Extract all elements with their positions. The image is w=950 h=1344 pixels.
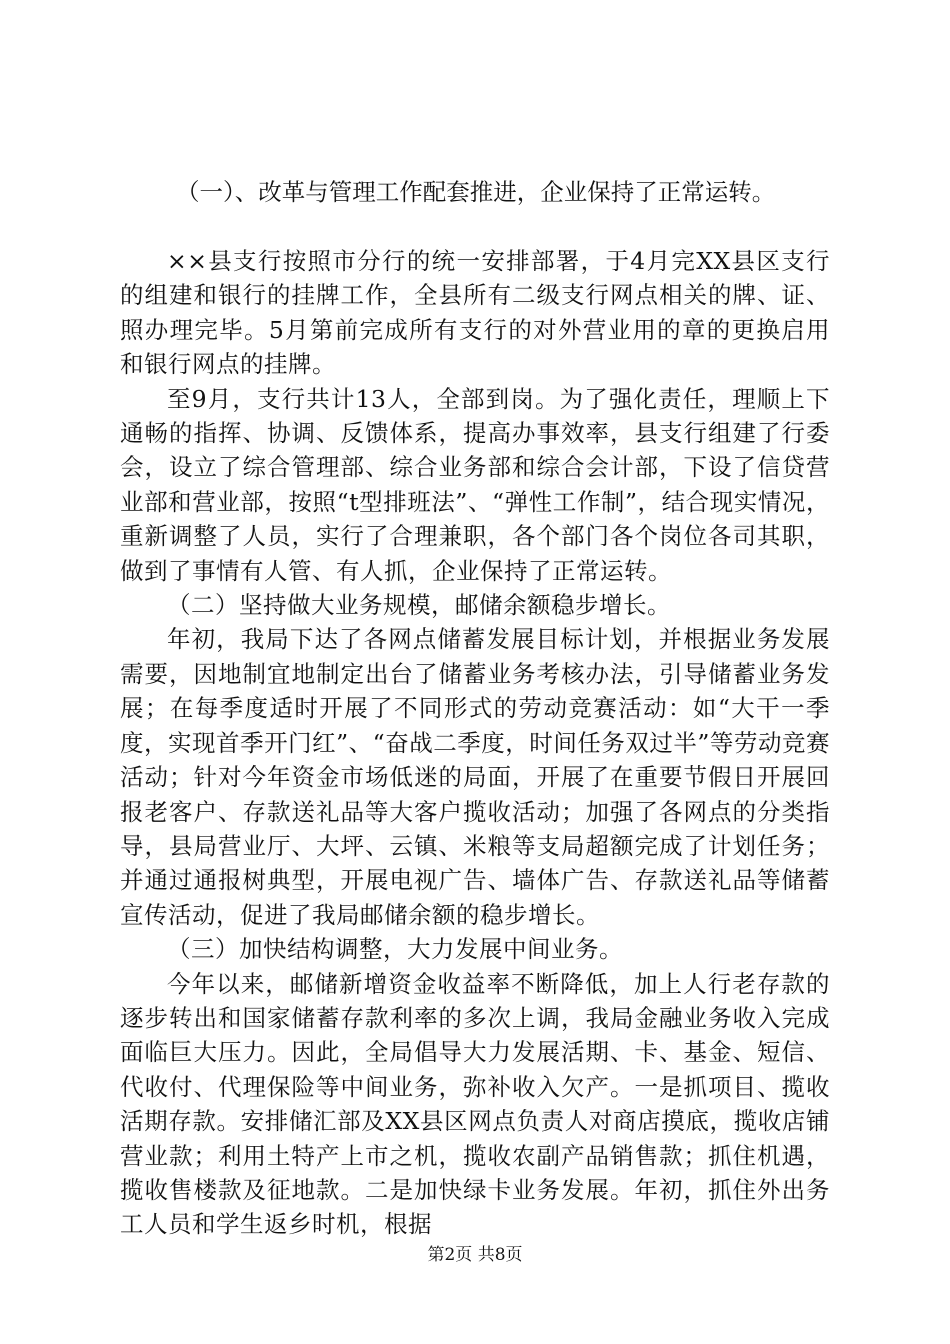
paragraph: 今年以来，邮储新增资金收益率不断降低，加上人行老存款的逐步转出和国家储蓄存款利率的多次上调，我局金融业务收入完成面临巨大压力。因此，全局倡导大力发展活期、卡、基金、短信、代收付、代理保险等中间业务，弥补收入欠产。一是抓项目、揽收活期存款。安排储汇部及XX县区网点负责人对商店摸底，揽收店铺营业款；利用土特产上市之机，揽收农副产品销售款；抓住机遇，揽收售楼款及征地款。二是加快绿卡业务发展。年初，抓住外出务工人员和学生返乡时机，根据 <box>120 969 830 1239</box>
paragraph: 至9月，支行共计13人，全部到岗。为了强化责任，理顺上下通畅的指挥、协调、反馈体系，提高办事效率，县支行组建了行委会，设立了综合管理部、综合业务部和综合会计部，下设了信贷营业部和营业部，按照“t型排班法”、“弹性工作制”，结合现实情况，重新调整了人员，实行了合理兼职，各个部门各个岗位各司其职，做到了事情有人管、有人抓，企业保持了正常运转。 <box>120 384 830 585</box>
subsection-heading: （三）加快结构调整，大力发展中间业务。 <box>167 935 623 964</box>
paragraph: 年初，我局下达了各网点储蓄发展目标计划，并根据业务发展需要，因地制宜地制定出台了储蓄业务考核办法，引导储蓄业务发展；在每季度适时开展了不同形式的劳动竞赛活动：如“大干一季度，实现首季开门红”、“奋战二季度，时间任务双过半”等劳动竞赛活动；针对今年资金市场低迷的局面，开展了在重要节假日开展回报老客户、存款送礼品等大客户揽收活动；加强了各网点的分类指导，县局营业厅、大坪、云镇、米粮等支局超额完成了计划任务；并通过通报树典型，开展电视广告、墙体广告、存款送礼品等储蓄宣传活动，促进了我局邮储余额的稳步增长。 <box>120 625 830 929</box>
document-body <box>120 244 830 1242</box>
section-heading: （一）、改革与管理工作配套推进，企业保持了正常运转。 <box>176 178 776 206</box>
page-number-footer: 第2页 共8页 <box>427 1245 523 1265</box>
paragraph: ××县支行按照市分行的统一安排部署，于4月完XX县区支行的组建和银行的挂牌工作，全县所有二级支行网点相关的牌、证、照办理完毕。5月第前完成所有支行的对外营业用的章的更换启用和银行网点的挂牌。 <box>120 247 830 379</box>
subsection-heading: （二）坚持做大业务规模，邮储余额稳步增长。 <box>167 591 671 620</box>
